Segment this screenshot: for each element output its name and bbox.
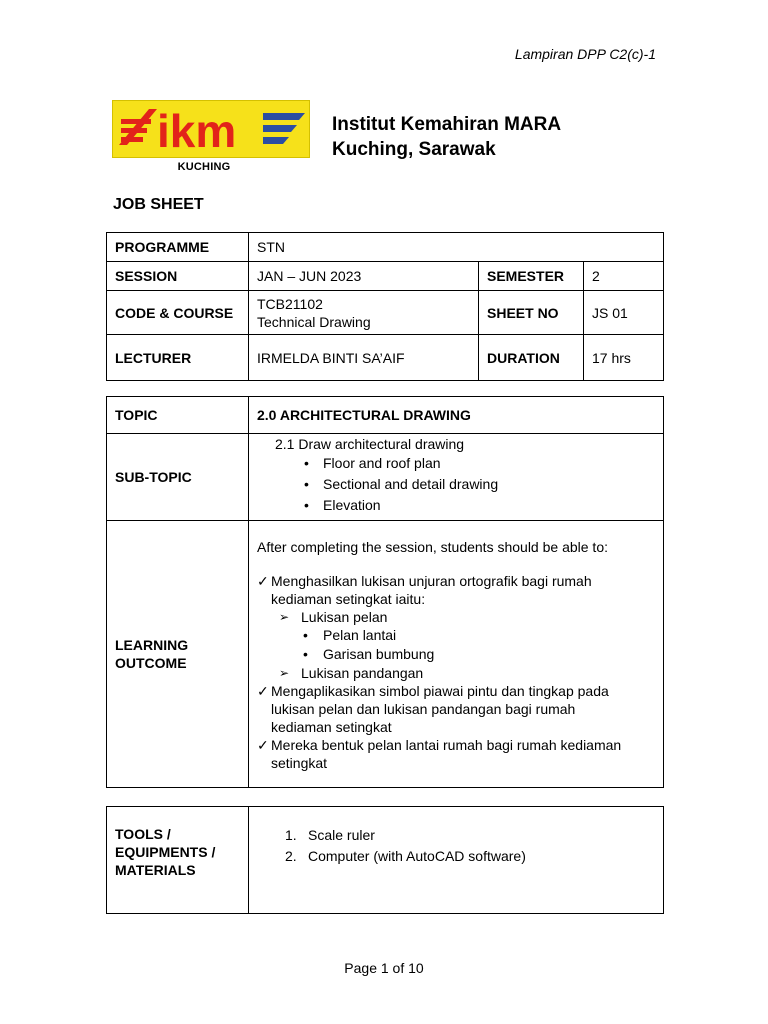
document-reference: Lampiran DPP C2(c)-1 <box>514 46 656 62</box>
outcome-item <box>257 572 655 608</box>
check-icon: ✓ <box>257 573 269 589</box>
institute-name <box>332 112 561 162</box>
arrow-icon: ➢ <box>279 610 290 624</box>
learning-intro: After completing the session, students should be able to: <box>257 539 608 555</box>
outcome-text: lukisan pelan dan lukisan pandangan bagi rumah <box>271 701 576 717</box>
logo-subtitle: KUCHING <box>177 161 231 173</box>
outcome-subitem-text: Lukisan pandangan <box>301 665 424 681</box>
learning-label-line-1: LEARNING <box>115 637 189 653</box>
outcome-item <box>257 736 655 772</box>
list-item <box>257 846 655 867</box>
subtopic-label: SUB-TOPIC <box>107 434 249 521</box>
check-icon: ✓ <box>257 683 269 699</box>
lecturer-row <box>107 335 664 381</box>
info-table <box>106 232 664 381</box>
list-item-text: Scale ruler <box>308 827 375 843</box>
list-item: • Floor and roof plan <box>257 453 655 474</box>
topic-row <box>107 397 664 434</box>
outcome-item <box>257 682 655 736</box>
course-label: CODE & COURSE <box>107 291 249 335</box>
outcome-subsubitem-text: Pelan lantai <box>323 627 397 643</box>
session-label: SESSION <box>107 262 249 291</box>
tools-label-line: MATERIALS <box>115 862 196 878</box>
list-item: • Sectional and detail drawing <box>257 474 655 495</box>
duration-label: DURATION <box>479 335 584 381</box>
list-number: 2. <box>285 848 297 864</box>
outcome-text: kediaman setingkat <box>271 719 392 735</box>
tools-label-line: EQUIPMENTS / <box>115 844 216 860</box>
lecturer-label: LECTURER <box>107 335 249 381</box>
topic-value: 2.0 ARCHITECTURAL DRAWING <box>249 397 664 434</box>
sheet-value: JS 01 <box>584 291 664 335</box>
tools-label <box>107 807 249 914</box>
subtopic-list <box>257 453 655 516</box>
semester-value: 2 <box>584 262 664 291</box>
arrow-icon: ➢ <box>279 666 290 680</box>
list-item <box>257 825 655 846</box>
logo-wordmark: ikm <box>157 105 237 157</box>
institute-line-2: Kuching, Sarawak <box>332 139 496 160</box>
programme-label: PROGRAMME <box>107 233 249 262</box>
topic-label: TOPIC <box>107 397 249 434</box>
duration-value: 17 hrs <box>584 335 664 381</box>
course-value <box>249 291 479 335</box>
bullet-icon: • <box>303 627 308 643</box>
institute-line-1: Institut Kemahiran MARA <box>332 114 562 135</box>
course-row <box>107 291 664 335</box>
outcome-subitem <box>257 664 655 682</box>
subtopic-row <box>107 434 664 521</box>
subtopic-heading: 2.1 Draw architectural drawing <box>275 436 465 452</box>
programme-row <box>107 233 664 262</box>
session-row <box>107 262 664 291</box>
outcome-text: kediaman setingkat iaitu: <box>271 591 426 607</box>
learning-label-line-2: OUTCOME <box>115 655 187 671</box>
course-code: TCB21102 <box>257 295 323 312</box>
outcome-subsubitem <box>257 626 655 645</box>
session-value: JAN – JUN 2023 <box>249 262 479 291</box>
outcome-text: Menghasilkan lukisan unjuran ortografik bagi rumah <box>271 573 592 589</box>
page-number: Page 1 of 10 <box>344 960 424 976</box>
subtopic-content <box>249 434 664 521</box>
tools-list <box>257 825 655 867</box>
list-item-text: Computer (with AutoCAD software) <box>308 848 526 864</box>
outcome-text: Mengaplikasikan simbol piawai pintu dan tingkap pada <box>271 683 609 699</box>
outcome-subitem-text: Lukisan pelan <box>301 609 388 625</box>
check-icon: ✓ <box>257 737 269 753</box>
learning-outcome-label <box>107 521 249 788</box>
page-title: JOB SHEET <box>113 196 204 213</box>
outcome-subsubitem <box>257 645 655 664</box>
semester-label: SEMESTER <box>479 262 584 291</box>
tools-content <box>249 807 664 914</box>
tools-label-line: TOOLS / <box>115 826 171 842</box>
programme-value: STN <box>249 233 664 262</box>
outcome-subsubitem-text: Garisan bumbung <box>323 646 435 662</box>
ikm-logo-graphic <box>113 101 309 157</box>
topic-table <box>106 396 664 788</box>
tools-row <box>107 807 664 914</box>
course-name: Technical Drawing <box>257 313 371 330</box>
outcome-subitem <box>257 608 655 626</box>
ikm-logo <box>112 100 310 158</box>
lecturer-value: IRMELDA BINTI SA’AIF <box>249 335 479 381</box>
sheet-label: SHEET NO <box>479 291 584 335</box>
list-number: 1. <box>285 827 297 843</box>
learning-outcome-row <box>107 521 664 788</box>
bullet-icon: • <box>303 646 308 662</box>
list-item: • Elevation <box>257 495 655 516</box>
outcome-text: Mereka bentuk pelan lantai rumah bagi rumah kediaman <box>271 737 622 753</box>
learning-outcome-content <box>249 521 664 788</box>
tools-table <box>106 806 664 914</box>
outcome-text: setingkat <box>271 755 328 771</box>
